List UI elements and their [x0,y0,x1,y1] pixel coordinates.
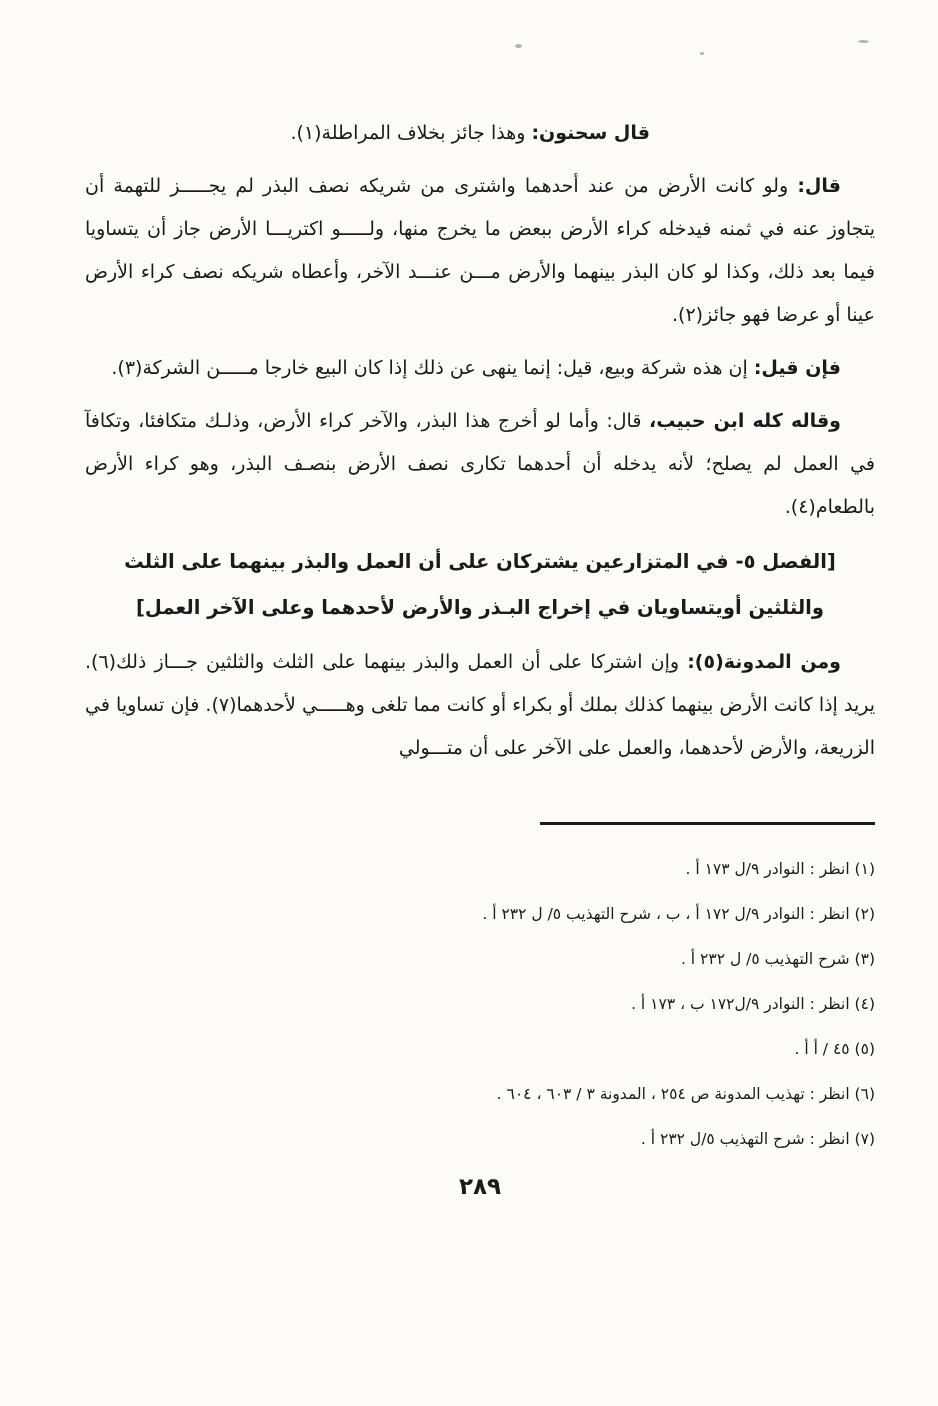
footnote: (٤) انظر : النوادر ٩/ل١٧٢ ب ، ١٧٣ أ . [631,995,875,1013]
footnote: (٥) ٤٥ / أ أ . [794,1040,875,1058]
page-number: ٢٨٩ [458,1174,502,1200]
speaker-name: قال سحنون: [531,122,650,144]
paragraph [85,347,875,390]
footnote: (١) انظر : النوادر ٩/ل ١٧٣ أ . [685,860,875,878]
section-heading: [الفصل ٥- في المتزارعين يشتركان على أن العمل والبذر بينهما على الثلث والثلثين أويتساويان في إخراج البـذر والأرض لأحدهما وعلى الآخر العمل] [124,550,836,619]
paragraph [85,641,875,770]
footnote: (٢) انظر : النوادر ٩/ل ١٧٢ أ ، ب ، شرح التهذيب ٥/ ل ٢٣٢ أ . [482,905,875,923]
speaker-name: فإن قيل: [753,357,841,379]
footnote: (٧) انظر : شرح التهذيب ٥/ل ٢٣٢ أ . [640,1130,875,1148]
speaker-name: قال: [797,175,841,197]
speaker-name: وقاله كله ابن حبيب، [648,410,841,432]
scan-speck [700,52,704,55]
scan-speck [515,44,522,48]
speaker-name: ومن المدونة(٥): [687,651,841,673]
footnote: (٦) انظر : تهذيب المدونة ص ٢٥٤ ، المدونة ٣ / ٦٠٣ ، ٦٠٤ . [496,1085,875,1103]
footnotes-block [85,859,875,1149]
paragraph [85,112,875,155]
paragraph [85,165,875,337]
footnote: (٣) شرح التهذيب ٥/ ل ٢٣٢ أ . [680,950,875,968]
paragraph-text: وإن اشتركا على أن العمل والبذر بينهما على الثلث والثلثين جـــاز ذلك(٦). يريد إذا كانت الأرض بينهما كذلك بملك أو بكراء أو كانت مما تلغى وهـــــي لأحدهما(٧). فإن تساويا في الزريعة، والأرض لأحدهما، والعمل على الآخر على أن متـــولي [85,651,876,759]
paragraph-text: ولو كانت الأرض من عند أحدهما واشترى من شريكه نصف البذر لم يجـــــز للتهمة أن يتجاوز عنه في ثمنه فيدخله كراء الأرض ببعض ما يخرج منها، ولـــــو اكتريـــا الأرض جاز أن يتساويا فيما بعد ذلك، وكذا لو كان البذر بينهما والأرض مـــن عنـــد الآخر، وأعطاه شريكه نصف كراء الأرض عينا أو عرضا فهو جائز(٢). [85,175,875,326]
scan-speck [858,40,869,43]
paragraph-text: إن هذه شركة وبيع، قيل: إنما ينهى عن ذلك إذا كان البيع خارجا مـــــن الشركة(٣). [111,357,748,379]
footnote-separator [540,822,875,825]
paragraph [85,400,875,529]
main-text-block [85,112,875,770]
paragraph-text: وهذا جائز بخلاف المراطلة(١). [290,122,526,144]
paragraph-text: قال: وأما لو أخرج هذا البذر، والآخر كراء الأرض، وذلـك متكافئا، وتكافآ في العمل لم يصلح؛ لأنه يدخله أن أحدهما تكارى نصف الأرض بنصـف البذر، وهو كراء الأرض بالطعام(٤). [85,410,875,518]
